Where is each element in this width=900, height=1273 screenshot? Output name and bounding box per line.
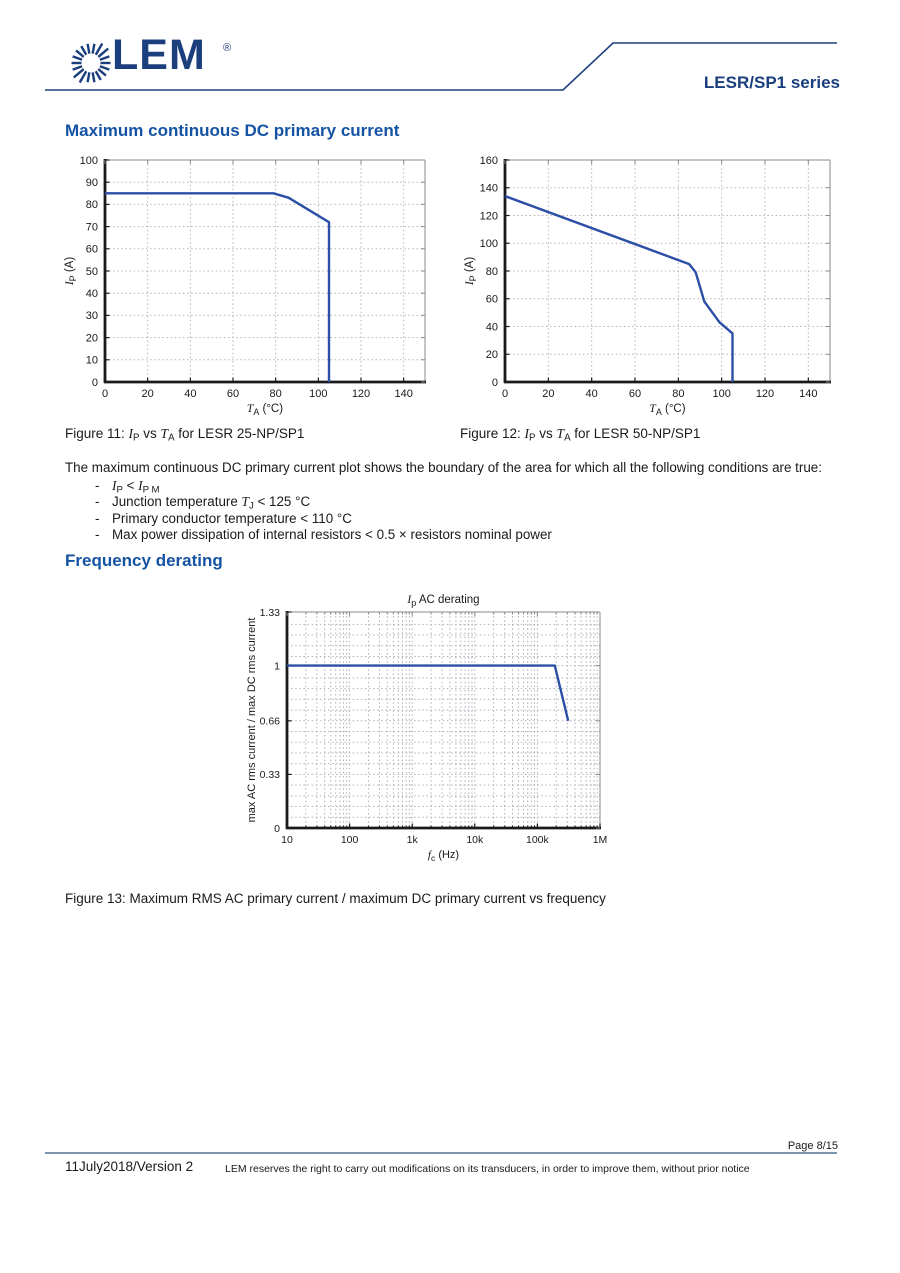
svg-text:100: 100 <box>340 834 359 846</box>
svg-text:80: 80 <box>269 388 282 400</box>
svg-text:max AC rms current / max DC rm: max AC rms current / max DC rms current <box>246 617 258 823</box>
svg-text:1.33: 1.33 <box>259 606 280 619</box>
svg-text:Ip AC derating: $I_p$ AC derating <box>407 594 480 609</box>
svg-text:60: 60 <box>628 388 642 400</box>
section-title-dc-current: Maximum continuous DC primary current <box>65 121 400 140</box>
svg-text:140: 140 <box>799 388 818 400</box>
bullet-dash: - <box>95 478 100 493</box>
svg-text:1M: 1M <box>592 834 608 846</box>
series-title: LESR/SP1 series <box>703 73 840 92</box>
figure12-chart <box>460 150 840 418</box>
svg-text:100: 100 <box>309 388 328 400</box>
svg-text:20: 20 <box>542 388 555 400</box>
figure12-caption: Figure 12: $I_P$ vs $T_A$ for LESR 50-NP/SP1 <box>460 426 701 444</box>
svg-text:TA (°C): $T_A$ (°C) <box>649 403 686 418</box>
svg-text:80: 80 <box>485 265 498 278</box>
svg-text:80: 80 <box>672 388 685 400</box>
list-item <box>95 511 552 527</box>
list-item <box>95 527 552 543</box>
registered-mark-icon: ® <box>223 42 232 54</box>
condition-text: Primary conductor temperature < 110 °C <box>112 510 352 526</box>
svg-text:100k: 100k <box>526 834 549 846</box>
svg-text:100: 100 <box>712 388 731 400</box>
svg-text:0.33: 0.33 <box>259 769 280 782</box>
condition-text: Max power dissipation of internal resistors < 0.5 × resistors nominal power <box>112 527 552 543</box>
svg-text:0: 0 <box>274 822 280 835</box>
list-item <box>95 478 552 494</box>
svg-text:10: 10 <box>281 834 293 846</box>
svg-text:120: 120 <box>755 388 775 400</box>
svg-text:20: 20 <box>485 349 498 362</box>
svg-text:0.66: 0.66 <box>259 715 280 728</box>
svg-text:40: 40 <box>485 321 498 334</box>
svg-text:60: 60 <box>226 388 240 400</box>
bullet-dash: - <box>95 494 100 510</box>
svg-text:10: 10 <box>85 354 98 367</box>
svg-text:1k: 1k <box>406 834 418 846</box>
figure13-caption: Figure 13: Maximum RMS AC primary current / maximum DC primary current vs frequency <box>65 891 606 906</box>
bullet-dash: - <box>95 527 100 543</box>
svg-text:20: 20 <box>85 332 98 345</box>
condition-text: Junction temperature $T_J < 125$ °C <box>112 494 311 513</box>
svg-text:90: 90 <box>85 177 98 189</box>
svg-text:120: 120 <box>351 388 371 400</box>
footer-rule <box>45 1152 837 1154</box>
svg-text:60: 60 <box>85 243 98 256</box>
footer-notice: LEM reserves the right to carry out modifications on its transducers, in order to improve them, without prior notice <box>225 1163 750 1175</box>
svg-text:140: 140 <box>479 182 498 195</box>
lem-brand-text: LEM <box>112 31 206 79</box>
footer-version: 11July2018/Version 2 <box>65 1159 194 1174</box>
svg-text:100: 100 <box>479 238 498 251</box>
conditions-list <box>95 478 552 544</box>
svg-text:40: 40 <box>585 388 598 400</box>
svg-text:1: 1 <box>274 660 280 673</box>
svg-text:IP (A): $I_P$ (A) <box>64 256 79 286</box>
svg-text:70: 70 <box>85 221 98 234</box>
svg-text:160: 160 <box>479 154 498 167</box>
svg-text:50: 50 <box>85 265 98 278</box>
svg-text:TA (°C): $T_A$ (°C) <box>246 403 284 418</box>
svg-text:0: 0 <box>501 388 509 400</box>
svg-text:120: 120 <box>479 210 498 223</box>
svg-text:0: 0 <box>91 376 98 389</box>
bullet-dash: - <box>95 510 100 526</box>
condition-text: $I_P < I_{P M}$ <box>112 478 160 496</box>
list-item <box>95 494 552 513</box>
page-number: Page 8/15 <box>787 1140 838 1152</box>
figure13-chart <box>240 585 660 865</box>
svg-text:IP (A): $I_P$ (A) <box>464 256 479 286</box>
svg-text:0: 0 <box>101 388 109 400</box>
svg-text:30: 30 <box>85 310 98 323</box>
svg-text:10k: 10k <box>466 834 484 846</box>
svg-text:100: 100 <box>79 154 98 167</box>
conditions-intro: The maximum continuous DC primary current plot shows the boundary of the area for which all the following conditions are true: <box>65 460 822 475</box>
svg-text:140: 140 <box>394 388 413 400</box>
figure11-chart <box>60 150 440 418</box>
svg-text:40: 40 <box>85 288 98 300</box>
svg-text:80: 80 <box>85 199 98 212</box>
svg-text:20: 20 <box>141 388 154 400</box>
figure11-caption: Figure 11: $I_P$ vs $T_A$ for LESR 25-NP/SP1 <box>65 426 305 444</box>
svg-text:40: 40 <box>184 388 197 400</box>
svg-text:0: 0 <box>491 376 498 389</box>
svg-text:fc (Hz): $f_c$ (Hz) <box>427 849 460 864</box>
svg-text:60: 60 <box>485 293 498 306</box>
section-title-frequency-derating: Frequency derating <box>65 551 223 570</box>
